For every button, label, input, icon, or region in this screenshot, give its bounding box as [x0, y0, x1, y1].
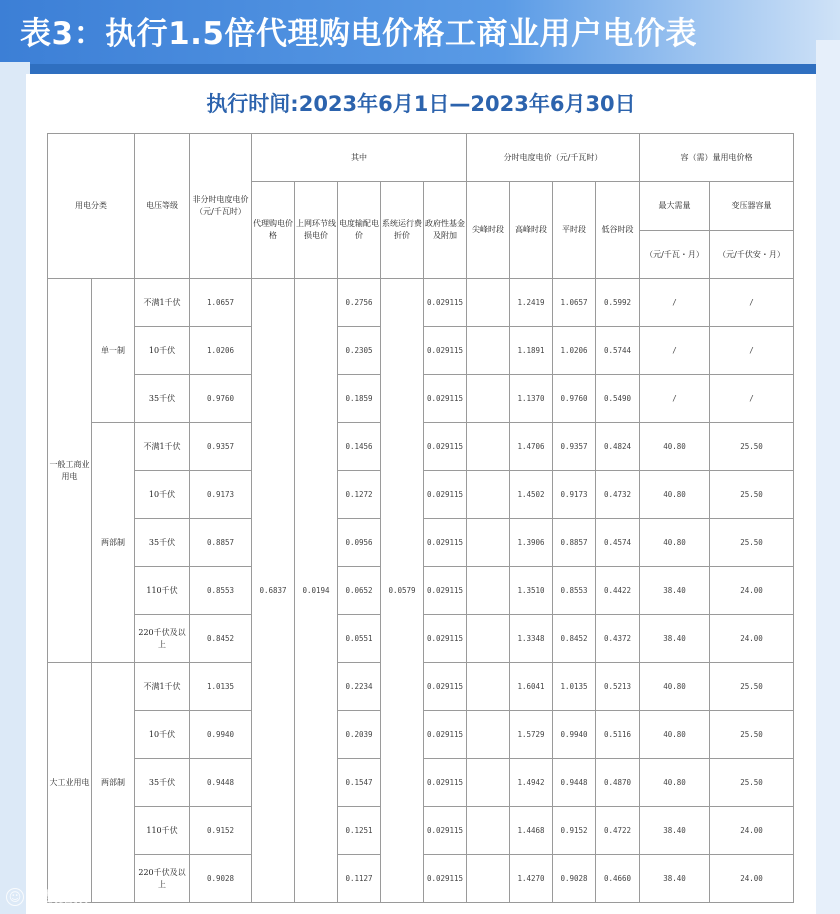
header-max-demand-unit: （元/千瓦・月） — [640, 231, 710, 279]
non-tou-price-cell: 1.0657 — [190, 279, 252, 327]
flat-cell: 0.9028 — [553, 855, 596, 903]
header-max-demand: 最大需量 — [640, 182, 710, 231]
grid-loss-price-cell: 0.0194 — [295, 279, 338, 903]
sharp-peak-cell — [467, 855, 510, 903]
sharp-peak-cell — [467, 759, 510, 807]
peak-cell: 1.4706 — [510, 423, 553, 471]
transmission-price-cell: 0.2305 — [338, 327, 381, 375]
flat-cell: 0.9173 — [553, 471, 596, 519]
peak-cell: 1.6041 — [510, 663, 553, 711]
header-transmission-price: 电度输配电价 — [338, 182, 381, 279]
transmission-price-cell: 0.2039 — [338, 711, 381, 759]
peak-cell: 1.2419 — [510, 279, 553, 327]
right-background-band — [816, 40, 840, 914]
peak-cell: 1.4502 — [510, 471, 553, 519]
max-demand-cell: / — [640, 375, 710, 423]
valley-cell: 0.5116 — [596, 711, 640, 759]
transformer-capacity-cell: 25.50 — [710, 759, 794, 807]
subcategory-single: 单一制 — [92, 279, 135, 423]
max-demand-cell: / — [640, 327, 710, 375]
watermark — [6, 886, 88, 907]
header-peak: 高峰时段 — [510, 182, 553, 279]
flat-cell: 0.8452 — [553, 615, 596, 663]
sharp-peak-cell — [467, 807, 510, 855]
valley-cell: 0.4372 — [596, 615, 640, 663]
non-tou-price-cell: 1.0135 — [190, 663, 252, 711]
flat-cell: 0.9760 — [553, 375, 596, 423]
flat-cell: 0.8857 — [553, 519, 596, 567]
transmission-price-cell: 0.1251 — [338, 807, 381, 855]
peak-cell: 1.1891 — [510, 327, 553, 375]
sharp-peak-cell — [467, 327, 510, 375]
voltage-level-cell: 不满1千伏 — [135, 279, 190, 327]
header-valley: 低谷时段 — [596, 182, 640, 279]
transformer-capacity-cell: 25.50 — [710, 519, 794, 567]
transmission-price-cell: 0.1456 — [338, 423, 381, 471]
flat-cell: 0.9940 — [553, 711, 596, 759]
flat-cell: 1.0206 — [553, 327, 596, 375]
header-transformer-unit: （元/千伏安・月） — [710, 231, 794, 279]
watermark-logo-icon: ☺ — [6, 888, 24, 906]
flat-cell: 1.0135 — [553, 663, 596, 711]
max-demand-cell: / — [640, 279, 710, 327]
sharp-peak-cell — [467, 615, 510, 663]
header-system-operation-fee: 系统运行费折价 — [381, 182, 424, 279]
max-demand-cell: 40.80 — [640, 711, 710, 759]
transformer-capacity-cell: 25.50 — [710, 423, 794, 471]
electricity-price-table — [47, 133, 794, 903]
transformer-capacity-cell: / — [710, 375, 794, 423]
flat-cell: 0.9357 — [553, 423, 596, 471]
non-tou-price-cell: 0.8553 — [190, 567, 252, 615]
government-fund-cell: 0.029115 — [424, 471, 467, 519]
flat-cell: 0.9448 — [553, 759, 596, 807]
voltage-level-cell: 35千伏 — [135, 519, 190, 567]
max-demand-cell: 40.80 — [640, 759, 710, 807]
header-transformer-capacity: 变压器容量 — [710, 182, 794, 231]
voltage-level-cell: 35千伏 — [135, 375, 190, 423]
header-flat: 平时段 — [553, 182, 596, 279]
sharp-peak-cell — [467, 423, 510, 471]
max-demand-cell: 40.80 — [640, 471, 710, 519]
execution-period-subtitle: 执行时间:2023年6月1日—2023年6月30日 — [206, 92, 636, 116]
header-capacity-price: 容（需）量用电价格 — [640, 134, 794, 182]
voltage-level-cell: 10千伏 — [135, 327, 190, 375]
government-fund-cell: 0.029115 — [424, 519, 467, 567]
peak-cell: 1.4270 — [510, 855, 553, 903]
transformer-capacity-cell: 24.00 — [710, 615, 794, 663]
peak-cell: 1.1370 — [510, 375, 553, 423]
voltage-level-cell: 220千伏及以上 — [135, 615, 190, 663]
header-sharp-peak: 尖峰时段 — [467, 182, 510, 279]
header-non-tou-price: 非分时电度电价（元/千瓦时） — [190, 134, 252, 279]
voltage-level-cell: 10千伏 — [135, 711, 190, 759]
government-fund-cell: 0.029115 — [424, 807, 467, 855]
header-government-fund: 政府性基金及附加 — [424, 182, 467, 279]
transmission-price-cell: 0.2756 — [338, 279, 381, 327]
header-tou-price: 分时电度电价（元/千瓦时） — [467, 134, 640, 182]
sharp-peak-cell — [467, 711, 510, 759]
voltage-level-cell: 不满1千伏 — [135, 423, 190, 471]
valley-cell: 0.4422 — [596, 567, 640, 615]
peak-cell: 1.5729 — [510, 711, 553, 759]
valley-cell: 0.4574 — [596, 519, 640, 567]
peak-cell: 1.3348 — [510, 615, 553, 663]
valley-cell: 0.4660 — [596, 855, 640, 903]
sharp-peak-cell — [467, 279, 510, 327]
sharp-peak-cell — [467, 375, 510, 423]
valley-cell: 0.4722 — [596, 807, 640, 855]
sharp-peak-cell — [467, 519, 510, 567]
government-fund-cell: 0.029115 — [424, 423, 467, 471]
non-tou-price-cell: 0.9028 — [190, 855, 252, 903]
transmission-price-cell: 0.1272 — [338, 471, 381, 519]
non-tou-price-cell: 0.9357 — [190, 423, 252, 471]
subcategory-two-part: 两部制 — [92, 423, 135, 663]
transformer-capacity-cell: / — [710, 279, 794, 327]
max-demand-cell: 40.80 — [640, 519, 710, 567]
header-category: 用电分类 — [48, 134, 135, 279]
max-demand-cell: 38.40 — [640, 567, 710, 615]
transformer-capacity-cell: 25.50 — [710, 663, 794, 711]
non-tou-price-cell: 0.9760 — [190, 375, 252, 423]
flat-cell: 1.0657 — [553, 279, 596, 327]
non-tou-price-cell: 0.9448 — [190, 759, 252, 807]
transformer-capacity-cell: 24.00 — [710, 567, 794, 615]
max-demand-cell: 38.40 — [640, 615, 710, 663]
valley-cell: 0.4824 — [596, 423, 640, 471]
peak-cell: 1.4468 — [510, 807, 553, 855]
title-banner — [0, 0, 840, 64]
valley-cell: 0.5744 — [596, 327, 640, 375]
sharp-peak-cell — [467, 567, 510, 615]
peak-cell: 1.4942 — [510, 759, 553, 807]
watermark-text: 大数据猿 — [28, 888, 89, 906]
transformer-capacity-cell: 25.50 — [710, 711, 794, 759]
transformer-capacity-cell: / — [710, 327, 794, 375]
transmission-price-cell: 0.0956 — [338, 519, 381, 567]
system-operation-fee-cell: 0.0579 — [381, 279, 424, 903]
max-demand-cell: 40.80 — [640, 423, 710, 471]
voltage-level-cell: 110千伏 — [135, 807, 190, 855]
voltage-level-cell: 10千伏 — [135, 471, 190, 519]
max-demand-cell: 38.40 — [640, 855, 710, 903]
proxy-price-cell: 0.6837 — [252, 279, 295, 903]
government-fund-cell: 0.029115 — [424, 615, 467, 663]
valley-cell: 0.5992 — [596, 279, 640, 327]
max-demand-cell: 40.80 — [640, 663, 710, 711]
category-general: 一般工商业用电 — [48, 279, 92, 663]
page-title: 表3：执行1.5倍代理购电价格工商业用户电价表 — [20, 16, 697, 52]
government-fund-cell: 0.029115 — [424, 375, 467, 423]
non-tou-price-cell: 0.9152 — [190, 807, 252, 855]
peak-cell: 1.3906 — [510, 519, 553, 567]
government-fund-cell: 0.029115 — [424, 711, 467, 759]
header-among: 其中 — [252, 134, 467, 182]
header-row-1 — [48, 134, 794, 182]
transmission-price-cell: 0.0652 — [338, 567, 381, 615]
peak-cell: 1.3510 — [510, 567, 553, 615]
non-tou-price-cell: 0.8857 — [190, 519, 252, 567]
valley-cell: 0.5490 — [596, 375, 640, 423]
voltage-level-cell: 35千伏 — [135, 759, 190, 807]
non-tou-price-cell: 0.8452 — [190, 615, 252, 663]
max-demand-cell: 38.40 — [640, 807, 710, 855]
transmission-price-cell: 0.1859 — [338, 375, 381, 423]
non-tou-price-cell: 0.9940 — [190, 711, 252, 759]
header-grid-loss-price: 上网环节线损电价 — [295, 182, 338, 279]
category-large-industrial: 大工业用电 — [48, 663, 92, 903]
transmission-price-cell: 0.1547 — [338, 759, 381, 807]
transmission-price-cell: 0.1127 — [338, 855, 381, 903]
subcategory-large-two-part: 两部制 — [92, 663, 135, 903]
government-fund-cell: 0.029115 — [424, 855, 467, 903]
table-row — [48, 279, 794, 327]
voltage-level-cell: 220千伏及以上 — [135, 855, 190, 903]
transformer-capacity-cell: 24.00 — [710, 855, 794, 903]
sharp-peak-cell — [467, 471, 510, 519]
header-voltage: 电压等级 — [135, 134, 190, 279]
transmission-price-cell: 0.0551 — [338, 615, 381, 663]
sharp-peak-cell — [467, 663, 510, 711]
voltage-level-cell: 110千伏 — [135, 567, 190, 615]
non-tou-price-cell: 1.0206 — [190, 327, 252, 375]
transformer-capacity-cell: 25.50 — [710, 471, 794, 519]
valley-cell: 0.4732 — [596, 471, 640, 519]
government-fund-cell: 0.029115 — [424, 327, 467, 375]
flat-cell: 0.8553 — [553, 567, 596, 615]
transformer-capacity-cell: 24.00 — [710, 807, 794, 855]
government-fund-cell: 0.029115 — [424, 759, 467, 807]
valley-cell: 0.5213 — [596, 663, 640, 711]
government-fund-cell: 0.029115 — [424, 663, 467, 711]
transmission-price-cell: 0.2234 — [338, 663, 381, 711]
voltage-level-cell: 不满1千伏 — [135, 663, 190, 711]
government-fund-cell: 0.029115 — [424, 279, 467, 327]
valley-cell: 0.4870 — [596, 759, 640, 807]
government-fund-cell: 0.029115 — [424, 567, 467, 615]
header-proxy-price: 代理购电价格 — [252, 182, 295, 279]
flat-cell: 0.9152 — [553, 807, 596, 855]
non-tou-price-cell: 0.9173 — [190, 471, 252, 519]
